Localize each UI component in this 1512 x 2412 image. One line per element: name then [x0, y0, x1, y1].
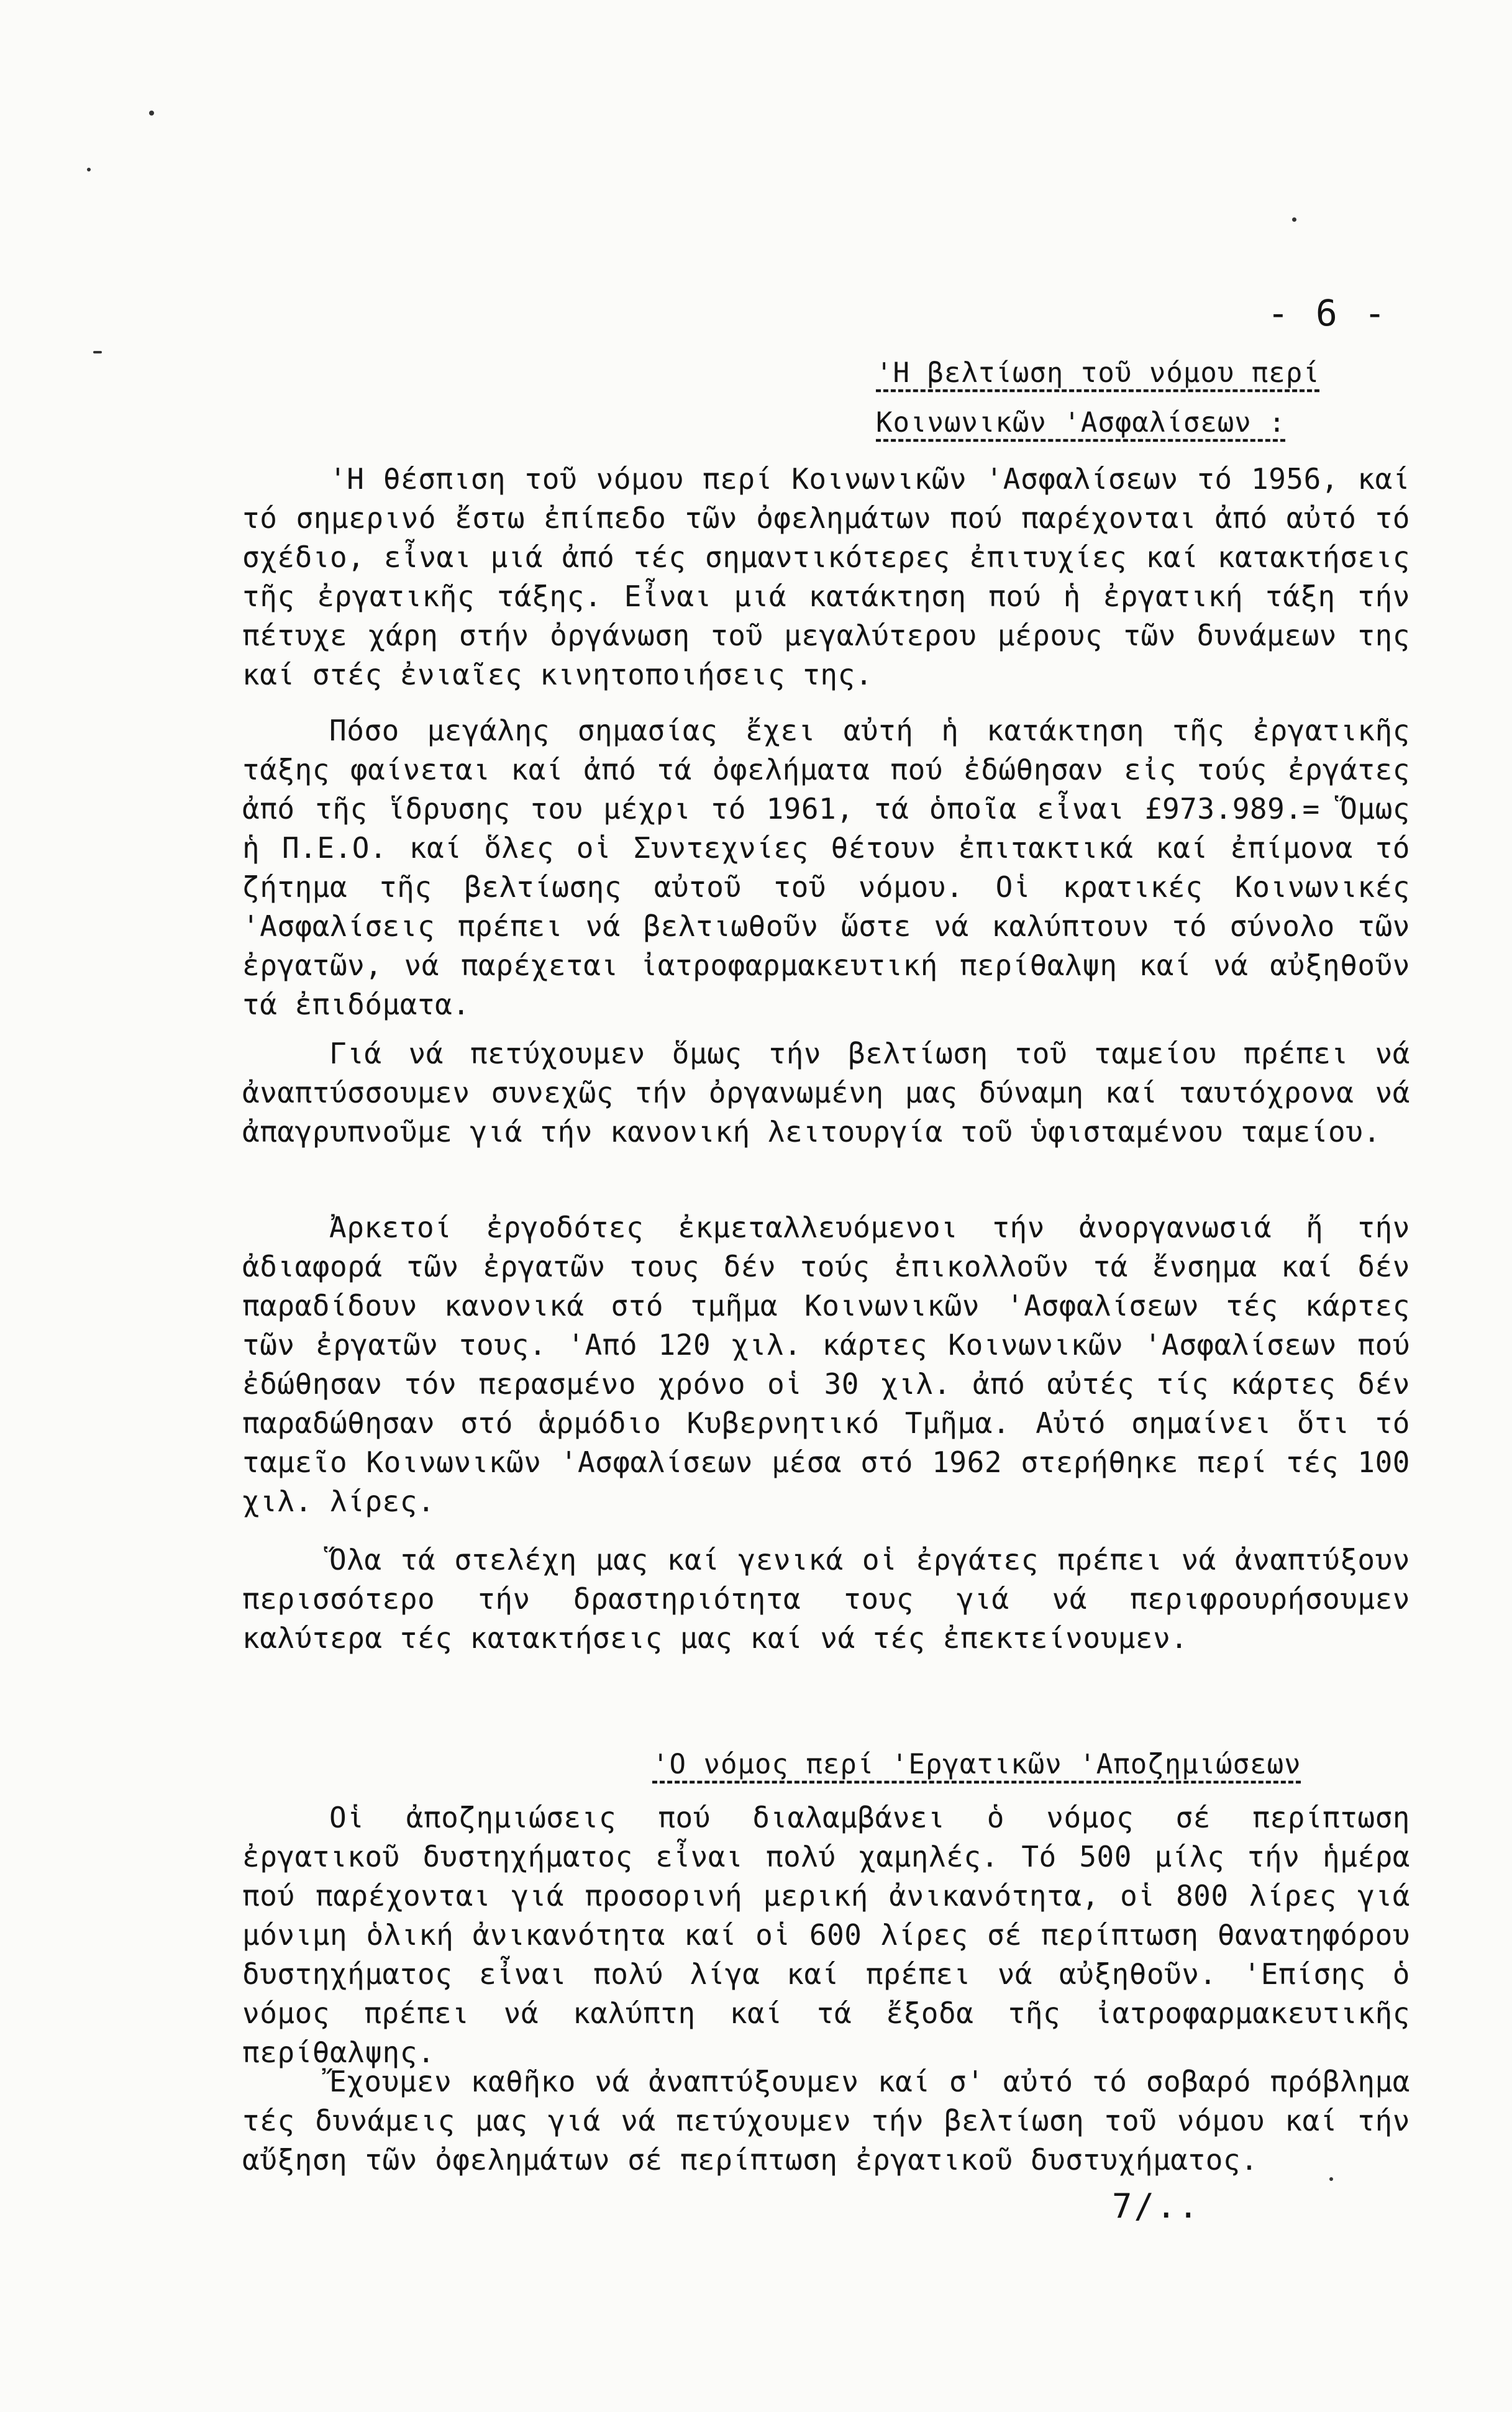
scan-speck — [1292, 217, 1296, 222]
paragraph-text: Γιά νά πετύχουμεν ὅμως τήν βελτίωση τοῦ ταμείου πρέπει νά ἀναπτύσσουμεν συνεχῶς τήν ὀργανωμένη μας δύναμη καί ταυτόχρονα νά ἀπαγρυπνοῦμε γιά τήν κανονική λειτουργία τοῦ ὑφισταμένου ταμείου. — [242, 1037, 1410, 1149]
paragraph — [242, 1540, 1410, 1658]
paragraph-text: Οἱ ἀποζημιώσεις πού διαλαμβάνει ὁ νόμος σέ περίπτωση ἐργατικοῦ δυστηχήματος εἶναι πολύ χαμηλές. Τό 500 μίλς τήν ἡμέρα πού παρέχονται γιά προσορινή μερική ἀνικανότητα, οἱ 800 λίρες γιά μόνιμη ὁλική ἀνικανότητα καί οἱ 600 λίρες σέ περίπτωση θανατηφόρου δυστηχήματος εἶναι πολύ λίγα καί πρέπει νά αὐξηθοῦν. 'Επίσης ὁ νόμος πρέπει νά καλύπτη καί τά ἔξοδα τῆς ἰατροφαρμακευτικῆς περίθαλψης. — [242, 1801, 1410, 2069]
paragraph — [242, 1034, 1410, 1152]
paragraph — [242, 460, 1410, 694]
paragraph — [242, 1208, 1410, 1521]
scan-speck — [87, 168, 91, 171]
continuation-marker: 7/.. — [1112, 2187, 1201, 2226]
paragraph — [242, 2062, 1410, 2180]
section-heading-line-1: 'Η βελτίωση τοῦ νόμου περί — [876, 357, 1320, 389]
paragraph — [242, 711, 1410, 1024]
scan-speck — [1329, 2177, 1333, 2181]
scan-speck — [149, 111, 154, 116]
section-heading: 'Ο νόμος περί 'Εργατικῶν 'Αποζημιώσεων — [652, 1749, 1301, 1780]
paragraph-text: 'Η θέσπιση τοῦ νόμου περί Κοινωνικῶν 'Ασφαλίσεων τό 1956, καί τό σημερινό ἔστω ἐπίπεδο τῶν ὀφελημάτων πού παρέχονται ἀπό αὐτό τό σχέδιο, εἶναι μιά ἀπό τές σημαντικότερες ἐπιτυχίες καί κατακτήσεις τῆς ἐργατικῆς τάξης. Εἶναι μιά κατάκτηση πού ἡ ἐργατική τάξη τήν πέτυχε χάρη στήν ὀργάνωση τοῦ μεγαλύτερου μέρους τῶν δυνάμεων της καί στές ἐνιαῖες κινητοποιήσεις της. — [242, 462, 1410, 691]
paragraph-text: Ὅλα τά στελέχη μας καί γενικά οἱ ἐργάτες πρέπει νά ἀναπτύξουν περισσότερο τήν δραστηριότητα τους γιά νά περιφρουρήσουμεν καλύτερα τές κατακτήσεις μας καί νά τές ἐπεκτείνουμεν. — [242, 1543, 1410, 1655]
paragraph — [242, 1798, 1410, 2072]
paragraph-text: Πόσο μεγάλης σημασίας ἔχει αὐτή ἡ κατάκτηση τῆς ἐργατικῆς τάξης φαίνεται καί ἀπό τά ὀφελήματα πού ἐδώθησαν εἰς τούς ἐργάτες ἀπό τῆς ἵδρυσης του μέχρι τό 1961, τά ὁποῖα εἶναι £973.989.= Ὅμως ἡ Π.Ε.Ο. καί ὅλες οἱ Συντεχνίες θέτουν ἐπιτακτικά καί ἐπίμονα τό ζήτημα τῆς βελτίωσης αὐτοῦ τοῦ νόμου. Οἱ κρατικές Κοινωνικές 'Ασφαλίσεις πρέπει νά βελτιωθοῦν ὥστε νά καλύπτουν τό σύνολο τῶν ἐργατῶν, νά παρέχεται ἰατροφαρμακευτική περίθαλψη καί νά αὐξηθοῦν τά ἐπιδόματα. — [242, 714, 1410, 1021]
section-heading-line-2: Κοινωνικῶν 'Ασφαλίσεων : — [876, 407, 1286, 439]
paragraph-text: Ἀρκετοί ἐργοδότες ἐκμεταλλευόμενοι τήν ἀνοργανωσιά ἤ τήν ἀδιαφορά τῶν ἐργατῶν τους δέν τούς ἐπικολλοῦν τά ἔνσημα καί δέν παραδίδουν κανονικά στό τμῆμα Κοινωνικῶν 'Ασφαλίσεων τές κάρτες τῶν ἐργατῶν τους. 'Από 120 χιλ. κάρτες Κοινωνικῶν 'Ασφαλίσεων πού ἐδώθησαν τόν περασμένο χρόνο οἱ 30 χιλ. ἀπό αὐτές τίς κάρτες δέν παραδώθησαν στό ἁρμόδιο Κυβερνητικό Τμῆμα. Αὐτό σημαίνει ὅτι τό ταμεῖο Κοινωνικῶν 'Ασφαλίσεων μέσα στό 1962 στερήθηκε περί τές 100 χιλ. λίρες. — [242, 1211, 1410, 1518]
paragraph-text: Ἔχουμεν καθῆκο νά ἀναπτύξουμεν καί σ' αὐτό τό σοβαρό πρόβλημα τές δυνάμεις μας γιά νά πετύχουμεν τήν βελτίωση τοῦ νόμου καί τήν αὔξηση τῶν ὀφελημάτων σέ περίπτωση ἐργατικοῦ δυστυχήματος. — [242, 2065, 1410, 2177]
scan-speck — [93, 351, 102, 353]
page-number: - 6 - — [1267, 292, 1388, 334]
